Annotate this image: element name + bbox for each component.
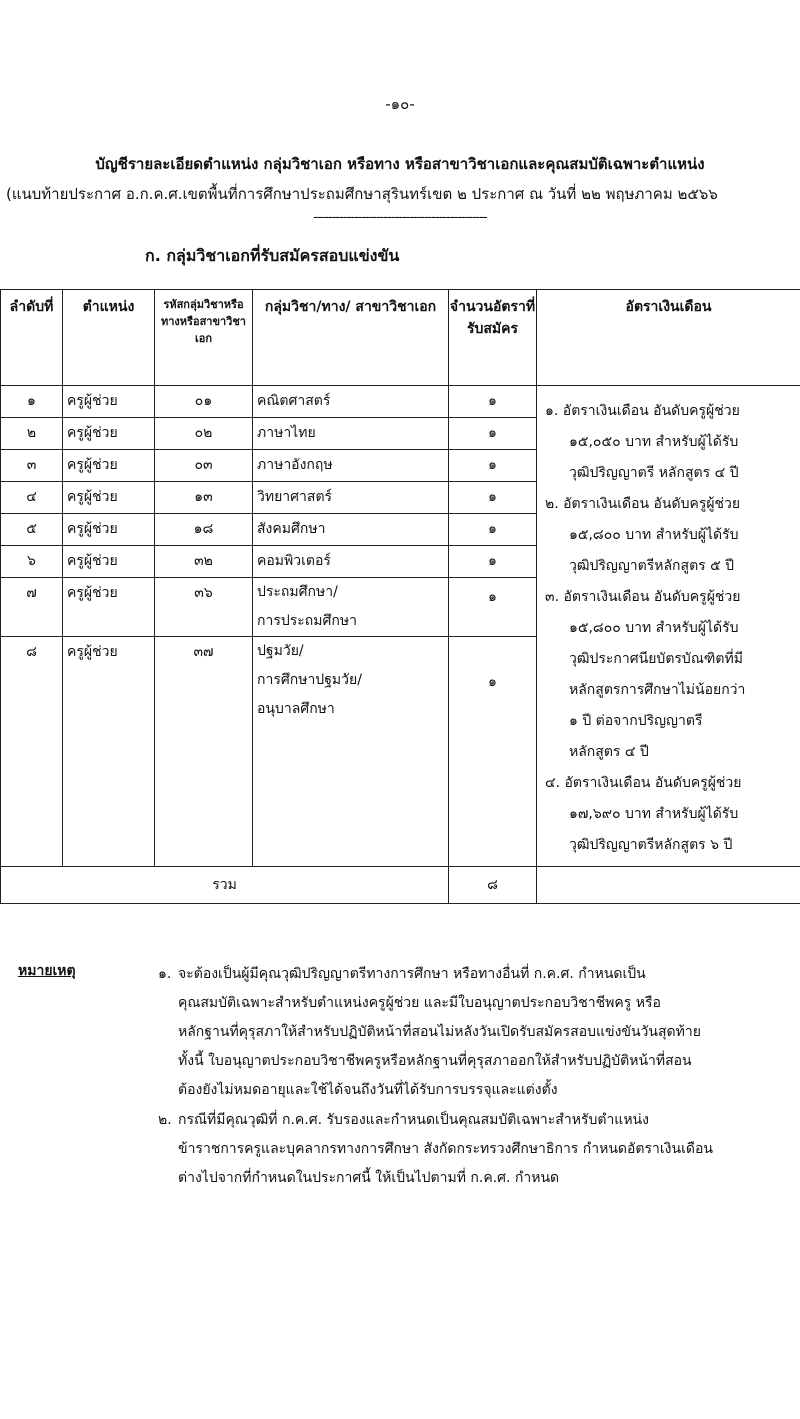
note-line: ต่างไปจากที่กำหนดในประกาศนี้ ให้เป็นไปตามที่ ก.ค.ศ. กำหนด <box>178 1170 560 1186</box>
row-position: ครูผู้ช่วย <box>67 425 118 441</box>
salary-item-line: ๑๗,๖๙๐ บาท สำหรับผู้ได้รับ <box>569 806 739 822</box>
salary-item-line: ๑ ปี ต่อจากปริญญาตรี <box>569 713 703 729</box>
salary-item-line: วุฒิปริญญาตรี หลักสูตร ๔ ปี <box>569 465 739 481</box>
row-code: ๓๖ <box>194 585 213 601</box>
note-line: ข้าราชการครูและบุคลากรทางการศึกษา สังกัดกระทรวงศึกษาธิการ กำหนดอัตราเงินเดือน <box>178 1141 713 1157</box>
note-line: คุณสมบัติเฉพาะสำหรับตำแหน่งครูผู้ช่วย และมีใบอนุญาตประกอบวิชาชีพครู หรือ <box>178 995 661 1011</box>
row-no: ๗ <box>26 585 37 601</box>
row-count: ๑ <box>488 589 497 605</box>
row-no: ๘ <box>26 644 37 660</box>
subject-line: อนุบาลศึกษา <box>257 701 335 717</box>
row-count: ๑ <box>488 457 497 473</box>
row-no: ๓ <box>26 457 37 473</box>
row-subject: วิทยาศาสตร์ <box>257 489 333 505</box>
row-code: ๐๒ <box>194 425 213 441</box>
salary-item <box>545 396 792 489</box>
row-no: ๑ <box>27 393 36 409</box>
note-item <box>158 960 798 1105</box>
row-count: ๑ <box>488 553 497 569</box>
total-value: ๘ <box>449 867 537 904</box>
subject-line: การประถมศึกษา <box>257 613 357 629</box>
row-code: ๑๓ <box>194 489 213 505</box>
row-code: ๓๒ <box>194 553 213 569</box>
salary-item-heading: ๔. อัตราเงินเดือน อันดับครูผู้ช่วย <box>545 775 742 791</box>
row-position: ครูผู้ช่วย <box>67 393 118 409</box>
salary-item-line: หลักสูตร ๔ ปี <box>569 744 649 760</box>
row-code: ๑๘ <box>193 521 214 537</box>
note-number: ๒. <box>158 1112 172 1128</box>
header-salary: อัตราเงินเดือน <box>537 290 800 386</box>
subject-line: ปฐมวัย/ <box>257 643 304 659</box>
row-count: ๑ <box>488 489 497 505</box>
header-no: ลำดับที่ <box>1 290 63 386</box>
notes-label: หมายเหตุ <box>18 963 76 979</box>
table-row <box>1 386 800 418</box>
note-number: ๑. <box>158 966 172 982</box>
total-empty-cell <box>537 867 800 904</box>
row-position: ครูผู้ช่วย <box>67 553 118 569</box>
page-number: -๑๐- <box>385 95 415 113</box>
row-position: ครูผู้ช่วย <box>67 644 118 660</box>
note-item <box>158 1106 798 1193</box>
row-subject: คณิตศาสตร์ <box>257 393 331 409</box>
row-position: ครูผู้ช่วย <box>67 585 118 601</box>
salary-item-heading: ๑. อัตราเงินเดือน อันดับครูผู้ช่วย <box>545 403 740 419</box>
dashed-separator: ----------------------------------------------- <box>313 210 487 225</box>
row-count: ๑ <box>488 393 497 409</box>
salary-cell <box>537 386 800 867</box>
row-code: ๓๗ <box>193 644 214 660</box>
total-label: รวม <box>1 867 449 904</box>
row-count: ๑ <box>488 521 497 537</box>
salary-item <box>545 768 792 861</box>
salary-item-line: ๑๕,๐๕๐ บาท สำหรับผู้ได้รับ <box>569 434 739 450</box>
note-line: หลักฐานที่คุรุสภาให้สำหรับปฏิบัติหน้าที่สอนไม่หลังวันเปิดรับสมัครสอบแข่งขันวันสุดท้าย <box>178 1024 701 1040</box>
row-no: ๖ <box>27 553 36 569</box>
total-row <box>1 867 800 904</box>
row-subject: ภาษาไทย <box>257 425 316 441</box>
row-code: ๐๑ <box>194 393 213 409</box>
document-subtitle: (แนบท้ายประกาศ อ.ก.ค.ศ.เขตพื้นที่การศึกษาประถมศึกษาสุรินทร์เขต ๒ ประกาศ ณ วันที่ ๒๒ พฤษภาคม ๒๕๖๖ <box>6 185 718 203</box>
note-line: ทั้งนี้ ใบอนุญาตประกอบวิชาชีพครูหรือหลักฐานที่คุรุสภาออกให้สำหรับปฏิบัติหน้าที่สอน <box>178 1053 692 1069</box>
header-subject: กลุ่มวิชา/ทาง/ สาขาวิชาเอก <box>253 290 449 386</box>
salary-item-line: วุฒิปริญญาตรีหลักสูตร ๖ ปี <box>569 837 733 853</box>
note-line: จะต้องเป็นผู้มีคุณวุฒิปริญญาตรีทางการศึกษา หรือทางอื่นที่ ก.ค.ศ. กำหนดเป็น <box>178 966 646 982</box>
row-subject: คอมพิวเตอร์ <box>257 553 331 569</box>
salary-item-line: ๑๕,๘๐๐ บาท สำหรับผู้ได้รับ <box>569 620 739 636</box>
document-title: บัญชีรายละเอียดตำแหน่ง กลุ่มวิชาเอก หรือทาง หรือสาขาวิชาเอกและคุณสมบัติเฉพาะตำแหน่ง <box>95 155 705 173</box>
note-line: ต้องยังไม่หมดอายุและใช้ได้จนถึงวันที่ได้รับการบรรจุและแต่งตั้ง <box>178 1082 558 1098</box>
section-title: ก. กลุ่มวิชาเอกที่รับสมัครสอบแข่งขัน <box>145 246 400 265</box>
salary-item-line: วุฒิประกาศนียบัตรบัณฑิตที่มี <box>569 651 743 667</box>
row-position: ครูผู้ช่วย <box>67 489 118 505</box>
row-no: ๕ <box>26 521 37 537</box>
row-subject <box>253 578 448 636</box>
header-count: จำนวนอัตราที่รับสมัคร <box>449 290 537 386</box>
row-subject: สังคมศึกษา <box>257 521 326 537</box>
salary-item-line: ๑๕,๘๐๐ บาท สำหรับผู้ได้รับ <box>569 527 739 543</box>
salary-item-heading: ๒. อัตราเงินเดือน อันดับครูผู้ช่วย <box>545 496 741 512</box>
row-subject <box>253 637 448 724</box>
subject-line: ประถมศึกษา/ <box>257 584 338 600</box>
row-count: ๑ <box>488 674 497 690</box>
row-subject: ภาษาอังกฤษ <box>257 457 333 473</box>
row-count: ๑ <box>488 425 497 441</box>
salary-item-heading: ๓. อัตราเงินเดือน อันดับครูผู้ช่วย <box>545 589 741 605</box>
header-position: ตำแหน่ง <box>63 290 155 386</box>
salary-item-line: หลักสูตรการศึกษาไม่น้อยกว่า <box>569 682 746 698</box>
subject-line: การศึกษาปฐมวัย/ <box>257 672 362 688</box>
row-code: ๐๓ <box>194 457 213 473</box>
row-no: ๒ <box>26 425 37 441</box>
header-code: รหัสกลุ่มวิชาหรือทางหรือสาขาวิชาเอก <box>155 290 253 386</box>
row-no: ๔ <box>26 489 37 505</box>
row-position: ครูผู้ช่วย <box>67 457 118 473</box>
salary-item-line: วุฒิปริญญาตรีหลักสูตร ๕ ปี <box>569 558 735 574</box>
note-line: กรณีที่มีคุณวุฒิที่ ก.ค.ศ. รับรองและกำหนดเป็นคุณสมบัติเฉพาะสำหรับตำแหน่ง <box>178 1112 649 1128</box>
positions-table <box>0 289 800 904</box>
salary-item <box>545 489 792 582</box>
row-position: ครูผู้ช่วย <box>67 521 118 537</box>
salary-item <box>545 582 792 768</box>
